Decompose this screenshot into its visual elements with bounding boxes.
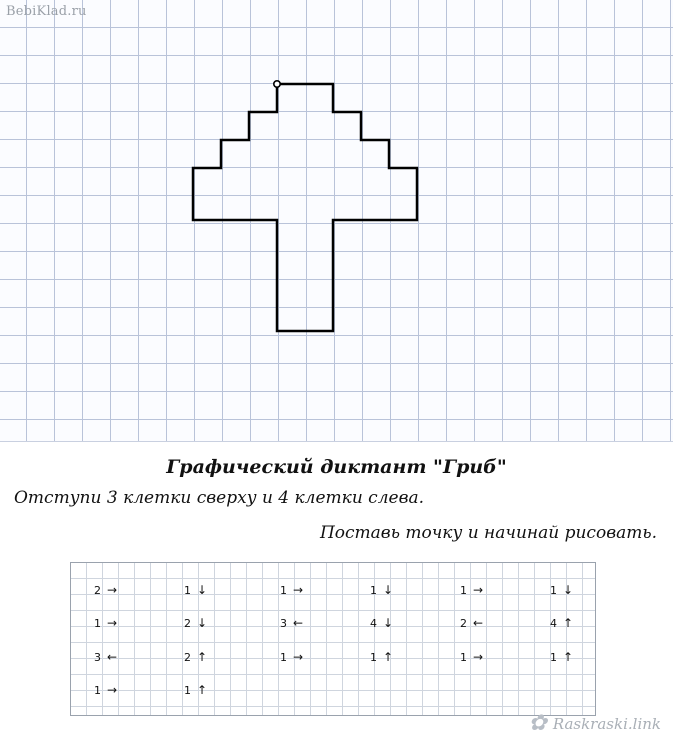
step-cell bbox=[179, 682, 207, 698]
step-count: 1 bbox=[460, 583, 467, 597]
step-cell bbox=[365, 615, 393, 631]
step-cell bbox=[455, 649, 483, 665]
step-count: 1 bbox=[370, 583, 377, 597]
step-cell bbox=[89, 682, 117, 698]
step-count: 1 bbox=[550, 583, 557, 597]
step-cell bbox=[545, 649, 573, 665]
step-count: 4 bbox=[370, 616, 377, 630]
step-arrow-icon: ↑ bbox=[563, 650, 574, 664]
step-arrow-icon: ↓ bbox=[563, 583, 574, 597]
step-arrow-icon: ↑ bbox=[197, 650, 208, 664]
mushroom-outline bbox=[193, 84, 417, 331]
step-arrow-icon: ↑ bbox=[197, 683, 208, 697]
instruction-line-2: Поставь точку и начинай рисовать. bbox=[319, 523, 657, 543]
step-cell bbox=[545, 582, 573, 598]
step-cell bbox=[275, 615, 303, 631]
step-arrow-icon: ↓ bbox=[197, 583, 208, 597]
step-count: 1 bbox=[94, 616, 101, 630]
step-count: 1 bbox=[280, 583, 287, 597]
logo-text: Raskraski.link bbox=[552, 714, 661, 733]
step-arrow-icon: ↓ bbox=[197, 616, 208, 630]
step-count: 1 bbox=[184, 583, 191, 597]
step-arrow-icon: → bbox=[107, 683, 118, 697]
step-cell bbox=[179, 582, 207, 598]
step-cell bbox=[545, 615, 573, 631]
instruction-line-1: Отступи 3 клетки сверху и 4 клетки слева. bbox=[14, 488, 425, 508]
step-count: 3 bbox=[94, 650, 101, 664]
site-logo bbox=[528, 711, 661, 736]
step-count: 4 bbox=[550, 616, 557, 630]
step-count: 2 bbox=[460, 616, 467, 630]
step-count: 1 bbox=[94, 683, 101, 697]
step-arrow-icon: ← bbox=[473, 616, 484, 630]
step-arrow-icon: → bbox=[107, 583, 118, 597]
flower-icon: ✿ bbox=[528, 711, 547, 736]
step-arrow-icon: ← bbox=[107, 650, 118, 664]
step-cell bbox=[275, 582, 303, 598]
step-count: 1 bbox=[370, 650, 377, 664]
step-arrow-icon: ↓ bbox=[383, 616, 394, 630]
step-count: 1 bbox=[280, 650, 287, 664]
step-cell bbox=[275, 649, 303, 665]
step-cell bbox=[365, 582, 393, 598]
step-cell bbox=[455, 582, 483, 598]
step-arrow-icon: → bbox=[473, 650, 484, 664]
step-arrow-icon: ↑ bbox=[383, 650, 394, 664]
step-arrow-icon: ↑ bbox=[563, 616, 574, 630]
step-arrow-icon: ← bbox=[293, 616, 304, 630]
step-count: 2 bbox=[94, 583, 101, 597]
step-count: 2 bbox=[184, 650, 191, 664]
step-arrow-icon: → bbox=[293, 583, 304, 597]
step-cell bbox=[89, 615, 117, 631]
step-cell bbox=[365, 649, 393, 665]
step-cell bbox=[179, 649, 207, 665]
step-count: 3 bbox=[280, 616, 287, 630]
step-count: 1 bbox=[460, 650, 467, 664]
step-cell bbox=[89, 649, 117, 665]
step-cell bbox=[89, 582, 117, 598]
step-arrow-icon: → bbox=[293, 650, 304, 664]
step-count: 1 bbox=[184, 683, 191, 697]
step-count: 1 bbox=[550, 650, 557, 664]
step-count: 2 bbox=[184, 616, 191, 630]
step-arrow-icon: → bbox=[107, 616, 118, 630]
page-title: Графический диктант "Гриб" bbox=[166, 456, 507, 478]
watermark: BebiKlad.ru bbox=[6, 4, 87, 19]
step-arrow-icon: ↓ bbox=[383, 583, 394, 597]
start-dot bbox=[274, 81, 280, 87]
step-arrow-icon: → bbox=[473, 583, 484, 597]
step-cell bbox=[455, 615, 483, 631]
step-cell bbox=[179, 615, 207, 631]
dictation-table bbox=[70, 562, 596, 716]
